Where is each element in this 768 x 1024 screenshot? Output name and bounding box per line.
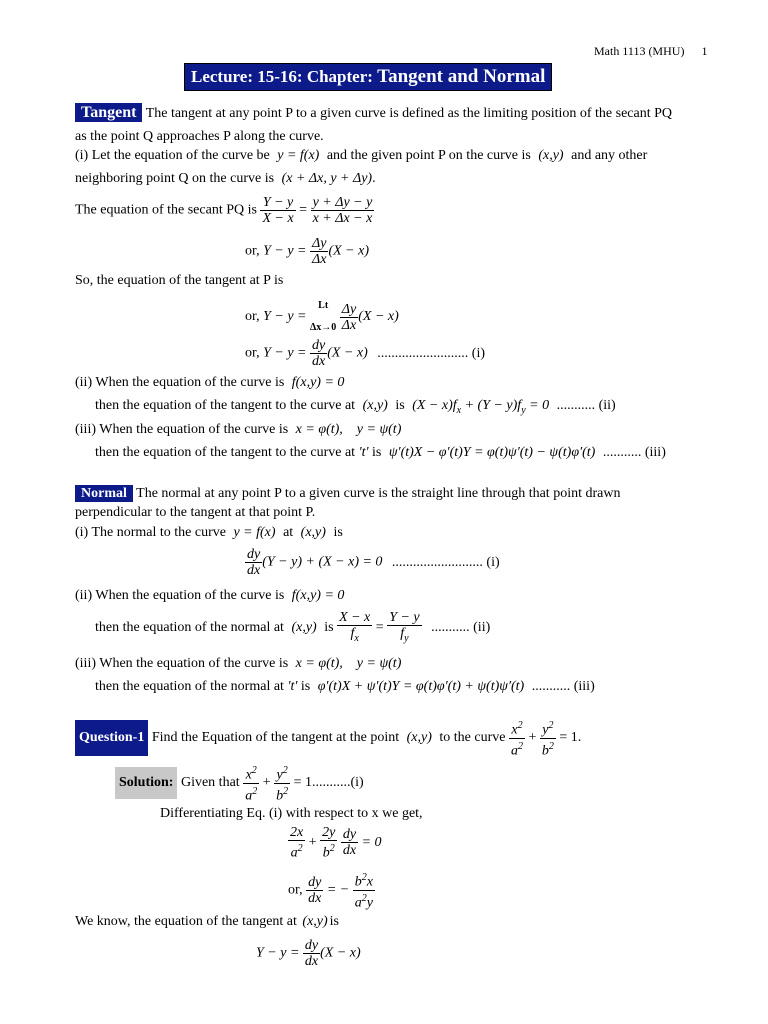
equation: f(x,y) = 0 — [291, 588, 345, 603]
equation: $\frac{dy}{dx}$ — [308, 874, 322, 906]
equation: (X − x) — [328, 243, 369, 259]
tangent-iii-then-text: then the equation of the tangent to the curve at — [95, 445, 356, 460]
question-tag: Question-1 — [75, 720, 148, 756]
question-end: = 1. — [559, 730, 582, 746]
equation: $(X - x)f_x + (Y - y)f_y = 0$ — [412, 398, 550, 416]
equation: $\frac{Y - y}{X - x}$ — [262, 195, 294, 226]
normal-eq-i — [245, 547, 500, 578]
limit-operator — [310, 295, 336, 339]
question-to-curve: to the curve — [439, 730, 506, 746]
eq-ref-i: .......................... (i) — [391, 554, 500, 570]
equation: $\frac{X - x}{f_x}$ — [339, 610, 371, 644]
tangent-i-end: and any other — [571, 148, 648, 163]
normal-iii-then-text: then the equation of the normal at — [95, 679, 284, 694]
equation: (x + Δx, y + Δy) — [281, 171, 373, 186]
or-label: or, — [245, 243, 260, 259]
equation: Y − y = — [263, 345, 311, 361]
solution-diff-text: Differentiating Eq. (i) with respect to x we get, — [160, 806, 423, 821]
normal-iii-text: (iii) When the equation of the curve is — [75, 656, 289, 671]
normal-case-ii — [75, 588, 344, 604]
equation: $\frac{Y - y}{f_y}$ — [389, 610, 420, 644]
question-1: Question-1 Find the Equation of the tangent at the point (x,y) to the curve $\frac{x^2}{a^2}$ + $\frac{y^2}{b^2}$ = 1. — [75, 718, 581, 758]
tangent-tag: Tangent — [75, 103, 142, 122]
or-label: or, — [288, 882, 303, 898]
normal-ii-then-text: then the equation of the normal at — [95, 620, 284, 636]
equation: y = f(x) — [233, 525, 276, 540]
or-label: or, — [245, 345, 260, 361]
solution-given-end: = 1...........(i) — [293, 775, 364, 791]
solution-tangent-eq — [256, 938, 361, 969]
solution-given: Solution: Given that $\frac{x^2}{a^2}$ + $\frac{y^2}{b^2}$ = 1...........(i) — [115, 763, 364, 803]
t-quote: 't' — [287, 679, 298, 694]
equation: $\frac{y + \Delta y - y}{x + \Delta x - x}$ — [312, 195, 373, 226]
equation: $\frac{\Delta y}{\Delta x}$ — [341, 301, 357, 333]
equation: (X − x) — [327, 345, 368, 361]
is-label: is — [371, 445, 382, 460]
equation: = 0 — [361, 835, 382, 851]
equation: $\frac{x^2}{a^2}$ — [511, 720, 523, 759]
tangent-case-ii-then — [95, 398, 616, 416]
tangent-ii-then-text: then the equation of the tangent to the curve at — [95, 398, 356, 413]
equation: x = φ(t), y = ψ(t) — [295, 656, 402, 671]
equation: $\frac{dy}{dx}$ — [312, 338, 326, 369]
normal-i-text: (i) The normal to the curve — [75, 525, 226, 540]
title-prefix: Lecture: 15-16: Chapter: — [191, 67, 378, 86]
solution-tag: Solution: — [115, 767, 177, 799]
is-label: is — [300, 679, 311, 694]
secant-label: The equation of the secant PQ is — [75, 202, 257, 218]
limit-sub: Δx→0 — [310, 322, 337, 333]
tangent-neighbor-line: neighboring point Q on the curve is (x + Δx, y + Δy). — [75, 171, 376, 186]
tangent-def-line2: as the point Q approaches P along the curve. — [75, 129, 324, 144]
equation: $\frac{dy}{dx}$ — [304, 938, 319, 969]
equation: (x,y) — [291, 620, 317, 636]
is-label: is — [329, 914, 340, 929]
tangent-limit-line — [245, 295, 399, 339]
equation: f(x,y) = 0 — [291, 375, 345, 390]
tangent-case-iii-then — [95, 445, 666, 461]
solution-know-line — [75, 914, 339, 930]
tangent-case-ii — [75, 375, 344, 391]
equation: $\frac{dy}{dx}$ — [247, 547, 261, 578]
tangent-case-iii — [75, 422, 401, 438]
equation: (X − x) — [358, 309, 399, 325]
course-label: Math 1113 (MHU) — [594, 44, 685, 58]
page-number: 1 — [701, 44, 708, 58]
equation: $\frac{y^2}{b^2}$ — [541, 720, 554, 759]
equation: = − — [326, 882, 350, 898]
eq-ref-iii: ........... (iii) — [602, 445, 666, 460]
equation: $\frac{\Delta y}{\Delta x}$ — [312, 236, 327, 267]
solution-derivative-eq: $\frac{2x}{a^2}$ + $\frac{2y}{b^2}$ $\frac{dy}{dx}$ = 0 — [290, 825, 382, 861]
solution-slope-eq — [288, 870, 375, 910]
normal-case-i — [75, 525, 343, 541]
equation: (x,y) — [406, 730, 432, 746]
tangent-def-line1: The tangent at any point P to a given curve is defined as the limiting position of the secant PQ — [145, 106, 672, 121]
solution-given-text: Given that — [180, 775, 240, 791]
question-text: Find the Equation of the tangent at the point — [151, 730, 400, 746]
tangent-neighbor-text: neighboring point Q on the curve is — [75, 171, 275, 186]
title-main: Tangent and Normal — [377, 66, 546, 87]
solution-know-text: We know, the equation of the tangent at — [75, 914, 297, 929]
course-header — [594, 44, 707, 59]
equation: (x,y) — [362, 398, 388, 413]
normal-def-line1: The normal at any point P to a given curve is the straight line through that point drawn — [136, 486, 621, 501]
equation: $\frac{y^2}{b^2}$ — [276, 765, 289, 804]
equation: y = f(x) — [277, 148, 320, 163]
secant-or-line — [245, 236, 369, 267]
equation: $\frac{2x}{a^2}$ — [290, 825, 304, 861]
normal-case-iii — [75, 656, 401, 672]
equation: (x,y) — [300, 525, 326, 540]
at-label: at — [283, 525, 294, 540]
equation: $\frac{dy}{dx}$ — [342, 827, 357, 859]
normal-ii-text: (ii) When the equation of the curve is — [75, 588, 285, 603]
equation: φ′(t)X + ψ′(t)Y = φ(t)φ′(t) + ψ(t)ψ′(t) — [317, 679, 525, 694]
normal-case-ii-then: then the equation of the normal at (x,y) is $\frac{X - x}{f_x}$ = $\frac{Y - y}{f_y}$ ........... (ii) — [95, 610, 491, 644]
equation: (x,y) — [538, 148, 564, 163]
equation: Y − y = — [263, 243, 311, 259]
equation: $\frac{x^2}{a^2}$ — [245, 765, 258, 804]
page-title — [184, 63, 552, 91]
secant-equation: The equation of the secant PQ is $\frac{Y - y}{X - x}$ = $\frac{y + \Delta y - y}{x + \Delta x - x}$ — [75, 195, 373, 226]
normal-case-iii-then — [95, 679, 595, 695]
equation: Y − y = — [263, 309, 311, 325]
equation: $\frac{b^2x}{a^2y}$ — [354, 872, 373, 911]
equation: (X − x) — [320, 945, 361, 961]
normal-tag: Normal — [75, 485, 133, 502]
tangent-derivative-line — [245, 338, 485, 369]
tangent-definition — [75, 104, 672, 122]
tangent-iii-text: (iii) When the equation of the curve is — [75, 422, 289, 437]
equation: (x,y) — [302, 914, 328, 929]
t-quote: 't' — [358, 445, 369, 460]
normal-definition — [75, 486, 620, 502]
is-label: is — [333, 525, 343, 540]
eq-ref-ii: ........... (ii) — [556, 398, 616, 413]
equation: x = φ(t), y = ψ(t) — [295, 422, 402, 437]
eq-ref-i: .......................... (i) — [377, 345, 485, 361]
is-label: is — [324, 620, 334, 636]
tangent-so-line: So, the equation of the tangent at P is — [75, 273, 284, 288]
tangent-ii-text: (ii) When the equation of the curve is — [75, 375, 285, 390]
tangent-i-mid: and the given point P on the curve is — [326, 148, 531, 163]
equation: ψ′(t)X − φ′(t)Y = φ(t)ψ′(t) − ψ(t)φ′(t) — [388, 445, 596, 460]
is-label: is — [395, 398, 405, 413]
eq-ref-iii: ........... (iii) — [531, 679, 595, 694]
limit-label: Lt — [318, 300, 329, 311]
equation: Y − y = — [256, 945, 303, 961]
eq-ref-ii: ........... (ii) — [431, 620, 491, 636]
tangent-case-i — [75, 148, 647, 164]
equation: (Y − y) + (X − x) = 0 — [262, 554, 383, 570]
tangent-i-text: (i) Let the equation of the curve be — [75, 148, 270, 163]
normal-def-line2: perpendicular to the tangent at that point P. — [75, 505, 316, 520]
or-label: or, — [245, 309, 260, 325]
equation: $\frac{2y}{b^2}$ — [322, 825, 336, 861]
